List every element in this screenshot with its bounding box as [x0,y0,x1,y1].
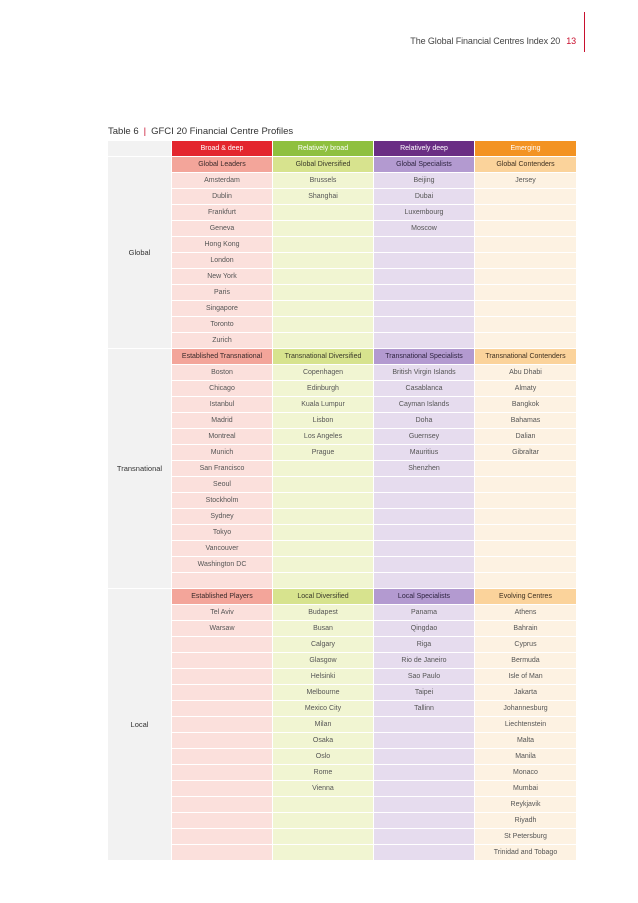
centre-cell: Prague [273,445,374,461]
table-row [108,685,576,701]
centre-cell: Toronto [172,317,273,333]
centre-cell: Glasgow [273,653,374,669]
table-row [108,749,576,765]
centre-cell: Boston [172,365,273,381]
column-header-emerging: Emerging [475,141,576,157]
centre-cell: Cyprus [475,637,576,653]
global-category-label: Global [108,157,172,349]
centre-cell [273,813,374,829]
table-label: Table 6 [108,126,139,137]
centre-cell: Geneva [172,221,273,237]
centre-cell: Cayman Islands [374,397,475,413]
table-row [108,317,576,333]
financial-centre-profiles-table [108,141,576,861]
column-header-row [108,141,576,157]
page-number: 13 [566,36,576,46]
centre-cell [273,829,374,845]
centre-cell: Dublin [172,189,273,205]
centre-cell: Athens [475,605,576,621]
centre-cell [273,845,374,861]
centre-cell: Manila [475,749,576,765]
centre-cell: Vancouver [172,541,273,557]
centre-cell: Bahamas [475,413,576,429]
centre-cell [273,221,374,237]
centre-cell [374,573,475,589]
centre-cell: Dubai [374,189,475,205]
centre-cell: Riyadh [475,813,576,829]
centre-cell: Chicago [172,381,273,397]
centre-cell [374,285,475,301]
centre-cell: Bangkok [475,397,576,413]
centre-cell [475,269,576,285]
table-row [108,285,576,301]
table-row [108,525,576,541]
centre-cell: New York [172,269,273,285]
centre-cell: Qingdao [374,621,475,637]
global-subheader-4: Global Contenders [475,157,576,173]
table-row [108,797,576,813]
centre-cell [475,525,576,541]
centre-cell [273,797,374,813]
centre-cell: Paris [172,285,273,301]
column-header-relatively-broad: Relatively broad [273,141,374,157]
table-row [108,413,576,429]
centre-cell: Madrid [172,413,273,429]
table-title: GFCI 20 Financial Centre Profiles [151,126,294,137]
table-row [108,509,576,525]
centre-cell: Liechtenstein [475,717,576,733]
centre-cell: Lisbon [273,413,374,429]
centre-cell: Mumbai [475,781,576,797]
centre-cell [273,461,374,477]
centre-cell: Busan [273,621,374,637]
centre-cell [475,461,576,477]
table-row [108,573,576,589]
column-header-broad-deep: Broad & deep [172,141,273,157]
local-subheader-4: Evolving Centres [475,589,576,605]
centre-cell [475,301,576,317]
centre-cell [374,733,475,749]
centre-cell: Trinidad and Tobago [475,845,576,861]
local-subheader-1: Established Players [172,589,273,605]
centre-cell: Tokyo [172,525,273,541]
table-row [108,669,576,685]
centre-cell [172,733,273,749]
centre-cell [273,333,374,349]
centre-cell: Riga [374,637,475,653]
centre-cell [273,301,374,317]
table-body [108,141,576,861]
centre-cell: Vienna [273,781,374,797]
centre-cell [475,189,576,205]
centre-cell: Milan [273,717,374,733]
centre-cell [374,333,475,349]
centre-cell: Isle of Man [475,669,576,685]
table-row [108,429,576,445]
centre-cell: Monaco [475,765,576,781]
centre-cell: Melbourne [273,685,374,701]
local-subheader-row [108,589,576,605]
table-row [108,733,576,749]
centre-cell [374,237,475,253]
centre-cell [475,509,576,525]
centre-cell [374,253,475,269]
centre-cell: Bermuda [475,653,576,669]
centre-cell: Helsinki [273,669,374,685]
centre-cell: Shenzhen [374,461,475,477]
centre-cell [374,797,475,813]
table-row [108,333,576,349]
table-row [108,717,576,733]
table-row [108,653,576,669]
centre-cell: Montreal [172,429,273,445]
global-subheader-2: Global Diversified [273,157,374,173]
centre-cell: London [172,253,273,269]
table-row [108,269,576,285]
transnational-subheader-3: Transnational Specialists [374,349,475,365]
centre-cell: Gibraltar [475,445,576,461]
centre-cell: Dalian [475,429,576,445]
table-row [108,173,576,189]
centre-cell [172,797,273,813]
table-row [108,637,576,653]
table-row [108,781,576,797]
centre-cell: Panama [374,605,475,621]
centre-cell [475,285,576,301]
centre-cell: Warsaw [172,621,273,637]
table-row [108,557,576,573]
centre-cell [374,509,475,525]
centre-cell [273,205,374,221]
centre-cell: Luxembourg [374,205,475,221]
table-row [108,813,576,829]
centre-cell: St Petersburg [475,829,576,845]
centre-cell [273,573,374,589]
caption-separator: | [143,126,147,137]
centre-cell: Rome [273,765,374,781]
centre-cell: Mauritius [374,445,475,461]
centre-cell: San Francisco [172,461,273,477]
centre-cell: Hong Kong [172,237,273,253]
local-subheader-3: Local Specialists [374,589,475,605]
centre-cell: Jakarta [475,685,576,701]
table-row [108,605,576,621]
centre-cell [374,477,475,493]
table-row [108,221,576,237]
centre-cell: Los Angeles [273,429,374,445]
centre-cell: Jersey [475,173,576,189]
centre-cell [172,701,273,717]
centre-cell: Calgary [273,637,374,653]
centre-cell: Frankfurt [172,205,273,221]
centre-cell: Edinburgh [273,381,374,397]
centre-cell: Mexico City [273,701,374,717]
centre-cell [374,317,475,333]
centre-cell: Washington DC [172,557,273,573]
centre-cell: Tallinn [374,701,475,717]
centre-cell [273,557,374,573]
centre-cell [172,717,273,733]
centre-cell [273,477,374,493]
table-row [108,189,576,205]
centre-cell: Beijing [374,173,475,189]
column-header-relatively-deep: Relatively deep [374,141,475,157]
transnational-subheader-2: Transnational Diversified [273,349,374,365]
centre-cell: Budapest [273,605,374,621]
centre-cell [374,493,475,509]
centre-cell [374,269,475,285]
table-row [108,541,576,557]
corner-cell [108,141,172,157]
centre-cell [273,525,374,541]
global-subheader-row [108,157,576,173]
centre-cell: Bahrain [475,621,576,637]
centre-cell [374,717,475,733]
centre-cell [475,317,576,333]
centre-cell: Moscow [374,221,475,237]
centre-cell: Seoul [172,477,273,493]
centre-cell [273,509,374,525]
centre-cell: Doha [374,413,475,429]
table-row [108,621,576,637]
centre-cell [172,813,273,829]
centre-cell: Reykjavik [475,797,576,813]
centre-cell [475,205,576,221]
centre-cell [273,269,374,285]
table-row [108,205,576,221]
centre-cell [273,285,374,301]
centre-cell [273,253,374,269]
centre-cell [475,541,576,557]
centre-cell: Almaty [475,381,576,397]
table-row [108,253,576,269]
centre-cell [475,253,576,269]
document-title: The Global Financial Centres Index 20 [410,36,561,46]
centre-cell: Zurich [172,333,273,349]
table-row [108,829,576,845]
centre-cell: Oslo [273,749,374,765]
centre-cell [172,765,273,781]
table-caption [108,126,293,137]
table-row [108,845,576,861]
centre-cell [374,557,475,573]
table-row [108,477,576,493]
table-row [108,397,576,413]
centre-cell: Stockholm [172,493,273,509]
centre-cell [374,765,475,781]
centre-cell [374,541,475,557]
table-row [108,701,576,717]
centre-cell [374,813,475,829]
centre-cell: Munich [172,445,273,461]
centre-cell: Sao Paulo [374,669,475,685]
centre-cell: Kuala Lumpur [273,397,374,413]
centre-cell [475,477,576,493]
centre-cell: Rio de Janeiro [374,653,475,669]
centre-cell [374,301,475,317]
centre-cell: British Virgin Islands [374,365,475,381]
transnational-subheader-row [108,349,576,365]
local-category-label: Local [108,589,172,861]
table-row [108,237,576,253]
global-subheader-1: Global Leaders [172,157,273,173]
transnational-subheader-1: Established Transnational [172,349,273,365]
centre-cell: Guernsey [374,429,475,445]
centre-cell [475,333,576,349]
page-header [410,36,576,46]
centre-cell: Malta [475,733,576,749]
local-subheader-2: Local Diversified [273,589,374,605]
centre-cell: Osaka [273,733,374,749]
centre-cell [374,829,475,845]
centre-cell: Copenhagen [273,365,374,381]
centre-cell [172,573,273,589]
centre-cell [172,653,273,669]
centre-cell [475,237,576,253]
centre-cell: Casablanca [374,381,475,397]
centre-cell: Amsterdam [172,173,273,189]
table-row [108,765,576,781]
centre-cell: Sydney [172,509,273,525]
header-accent-rule [584,12,585,52]
global-subheader-3: Global Specialists [374,157,475,173]
centre-cell: Abu Dhabi [475,365,576,381]
centre-cell [475,573,576,589]
centre-cell [475,493,576,509]
transnational-subheader-4: Transnational Contenders [475,349,576,365]
centre-cell [273,237,374,253]
centre-cell: Taipei [374,685,475,701]
centre-cell: Istanbul [172,397,273,413]
centre-cell [172,685,273,701]
centre-cell [374,525,475,541]
centre-cell [172,845,273,861]
centre-cell: Tel Aviv [172,605,273,621]
centre-cell [273,541,374,557]
centre-cell [172,637,273,653]
table-row [108,493,576,509]
centre-cell: Brussels [273,173,374,189]
centre-cell [475,221,576,237]
table-row [108,365,576,381]
table-row [108,301,576,317]
centre-cell [374,845,475,861]
centre-cell [374,749,475,765]
centre-cell [172,669,273,685]
centre-cell: Singapore [172,301,273,317]
centre-cell [273,493,374,509]
centre-cell [172,781,273,797]
centre-cell: Johannesburg [475,701,576,717]
table-row [108,381,576,397]
centre-cell [172,829,273,845]
centre-cell [374,781,475,797]
centre-cell [273,317,374,333]
table-row [108,461,576,477]
centre-cell [475,557,576,573]
centre-cell [172,749,273,765]
centre-cell: Shanghai [273,189,374,205]
table-row [108,445,576,461]
transnational-category-label: Transnational [108,349,172,589]
